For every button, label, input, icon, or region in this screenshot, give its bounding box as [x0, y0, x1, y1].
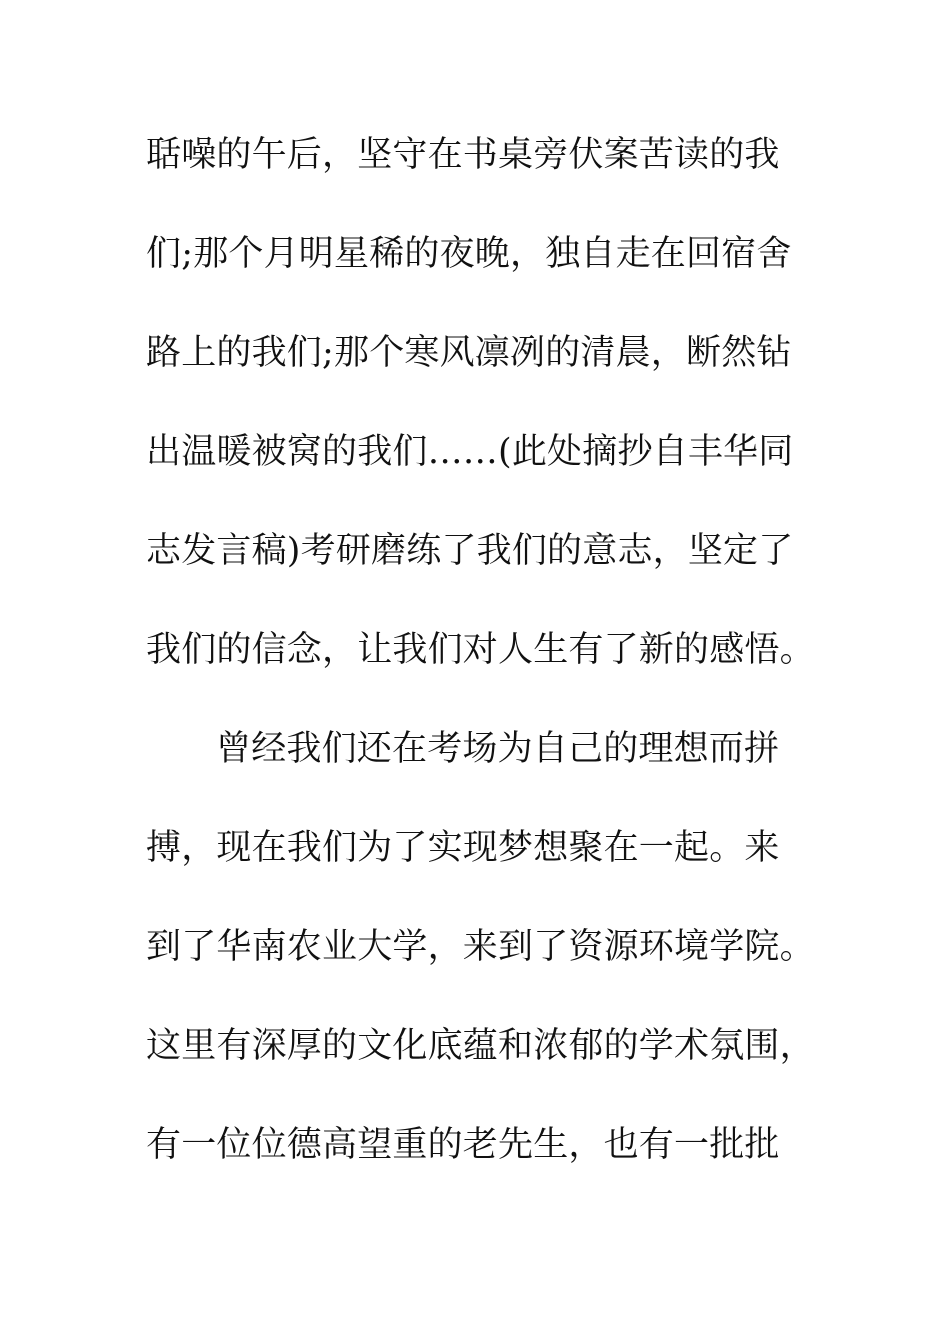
text-line: 有一位位德高望重的老先生，也有一批批: [146, 1125, 780, 1165]
text-line: 出温暖被窝的我们……(此处摘抄自丰华同: [146, 432, 794, 472]
text-line: 志发言稿)考研磨练了我们的意志，坚定了: [146, 531, 794, 571]
text-line: 聒噪的午后，坚守在书桌旁伏案苦读的我: [146, 135, 780, 175]
text-line: 这里有深厚的文化底蕴和浓郁的学术氛围，: [146, 1026, 815, 1066]
text-line: 路上的我们;那个寒风凛冽的清晨，断然钻: [146, 333, 792, 373]
text-line: 们;那个月明星稀的夜晚，独自走在回宿舍: [146, 234, 792, 274]
text-line: 到了华南农业大学，来到了资源环境学院。: [146, 927, 815, 967]
text-line: 我们的信念，让我们对人生有了新的感悟。: [146, 630, 815, 670]
text-line: 搏，现在我们为了实现梦想聚在一起。来: [146, 828, 780, 868]
paragraph-start-line: 曾经我们还在考场为自己的理想而拼: [216, 729, 780, 769]
